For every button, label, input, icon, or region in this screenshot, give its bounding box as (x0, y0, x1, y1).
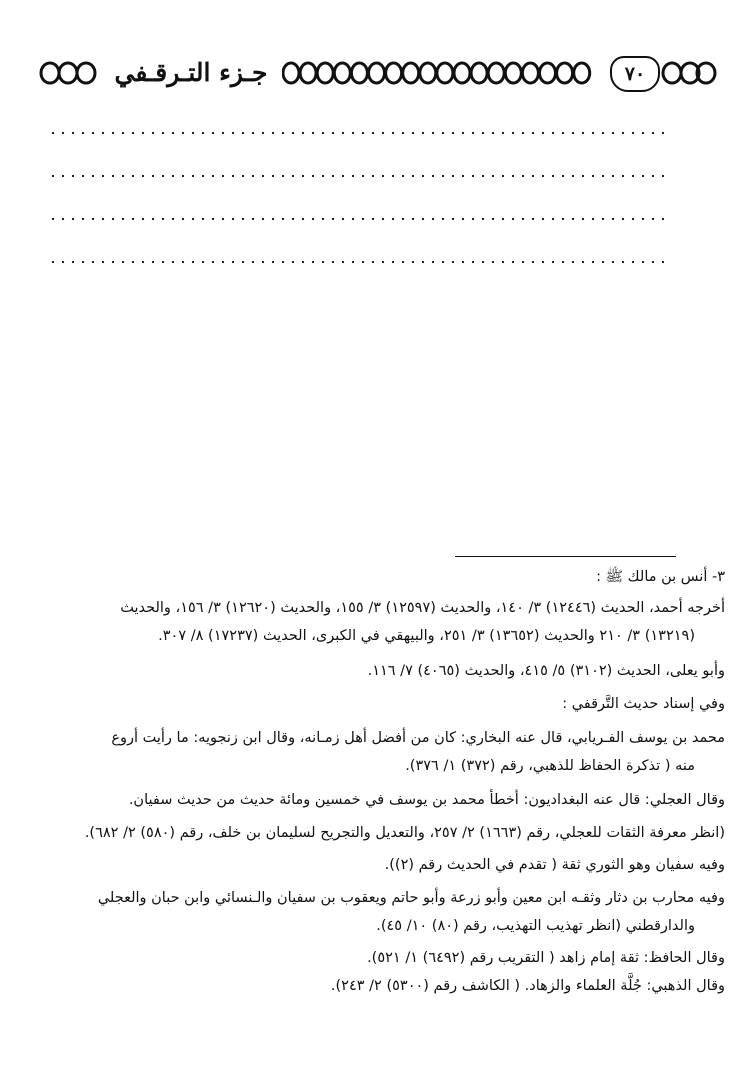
dotted-line (48, 175, 668, 177)
footnote-line: وفي إسناد حديث التَّرقفي : (562, 696, 725, 712)
footnote-line: وفيه سفيان وهو الثوري ثقة ( تقدم في الحديث رقم (٢)). (384, 857, 725, 873)
page-number: ٧٠ (624, 63, 646, 85)
footnote-line: منه ( تذكرة الحفاظ للذهبي، رقم (٣٧٢) ١/ ٣٧٦). (405, 758, 695, 774)
footnote-line: والدارقطني (انظر تهذيب التهذيب، رقم (٨٠) ١٠/ ٤٥). (376, 918, 695, 934)
dotted-line (48, 261, 668, 263)
footnote-line: وقال العجلي: قال عنه البغداديون: أخطأ محمد بن يوسف في خمسين ومائة حديث من حديث سفيان. (128, 792, 725, 808)
footnote-line: وأبو يعلى، الحديث (٣١٠٢) ٥/ ٤١٥، والحديث (٤٠٦٥) ٧/ ١١٦. (367, 663, 725, 679)
footnote-line: (١٣٢١٩) ٣/ ٢١٠ والحديث (١٣٦٥٢) ٣/ ٢٥١، والبيهقي في الكبرى، الحديث (١٧٢٣٧) ٨/ ٣٠٧. (158, 628, 695, 644)
footnote-line: وقال الحافظ: ثقة إمام زاهد ( التقريب رقم (٦٤٩٢) ١/ ٥٢١). (367, 950, 725, 966)
ornament-border (282, 60, 608, 86)
page-title: جـزء التـرقـفي (114, 58, 268, 87)
footnote-line: أخرجه أحمد، الحديث (١٢٤٤٦) ٣/ ١٤٠، والحديث (١٢٥٩٧) ٣/ ١٥٥، والحديث (١٢٦٢٠) ٣/ ١٥٦، والحديث (120, 600, 725, 616)
page-header (30, 52, 725, 96)
ornament-left (38, 60, 98, 86)
ornament-right (660, 60, 718, 86)
footnote-line: محمد بن يوسف الفـريابي، قال عنه البخاري: كان من أفضل أهل زمـانه، وقال ابن زنجويه: ما رأيت أروع (111, 730, 725, 746)
footnote-line: وفيه محارب بن دثار وثقـه ابن معين وأبو زرعة وأبو حاتم ويعقوب بن سفيان والـنسائي وابن حبان والعجلي (97, 890, 725, 906)
page-number-badge (610, 56, 660, 92)
footnote-separator (455, 556, 676, 557)
dotted-line (48, 218, 668, 220)
footnote-line: (انظر معرفة الثقات للعجلي، رقم (١٦٦٣) ٢/ ٢٥٧، والتعديل والتجريح لسليمان بن خلف، رقم (٥٨٠) ٢/ ٦٨٢). (84, 825, 725, 841)
footnote-line: ٣- أنس بن مالك ﷺ : (596, 569, 725, 585)
footnote-line: وقال الذهبي: جُلَّة العلماء والزهاد. ( الكاشف رقم (٥٣٠٠) ٢/ ٢٤٣). (330, 978, 725, 994)
dotted-line (48, 132, 668, 134)
